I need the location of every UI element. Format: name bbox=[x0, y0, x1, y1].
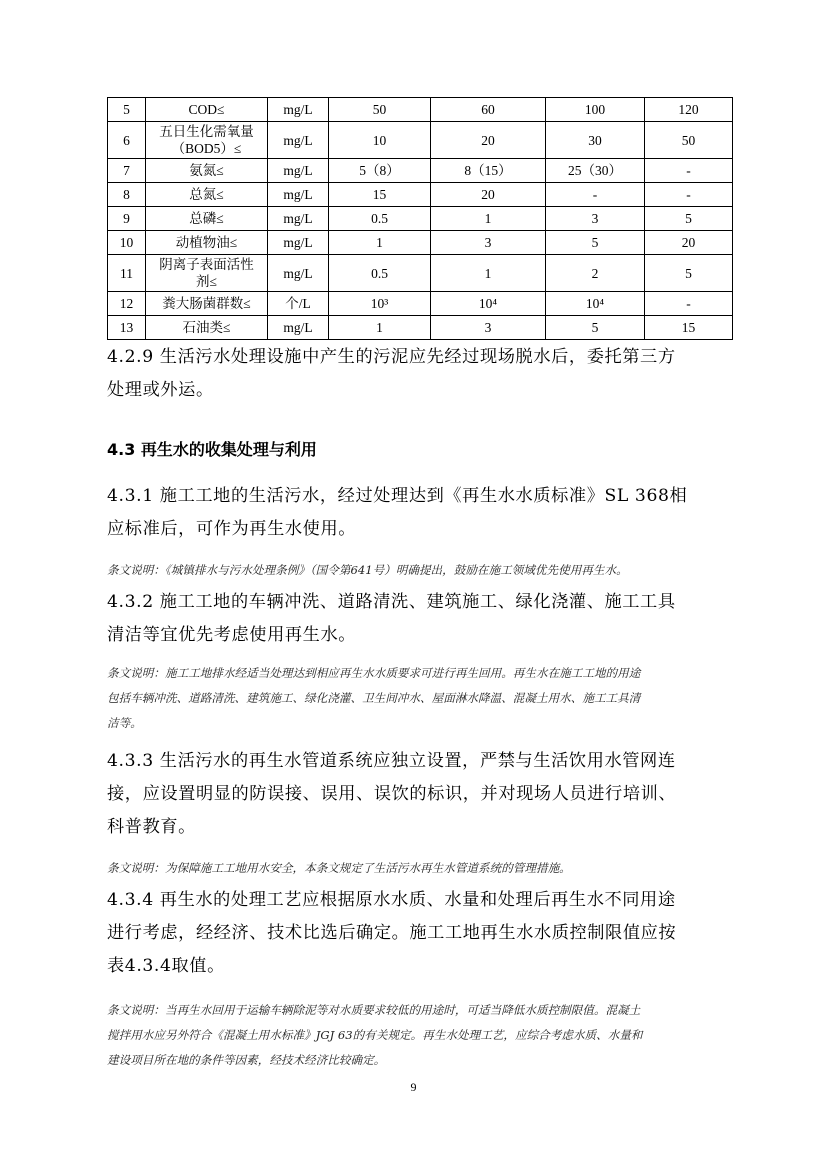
cell-v3: 10⁴ bbox=[546, 292, 645, 316]
water-quality-table bbox=[107, 97, 732, 340]
note-line: 包括车辆冲洗、道路清洗、建筑施工、绿化浇灌、卫生间冲水、屋面淋水降温、混凝土用水、施工工具清 bbox=[107, 691, 641, 705]
page-number: 9 bbox=[410, 1080, 417, 1094]
note-line: 条文说明：施工工地排水经适当处理达到相应再生水水质要求可进行再生回用。再生水在施工工地的用途 bbox=[107, 666, 641, 680]
note-line: 条文说明：为保障施工工地用水安全，本条文规定了生活污水再生水管道系统的管理措施。 bbox=[107, 861, 571, 875]
cell-unit: mg/L bbox=[268, 231, 329, 255]
cell-item: 氨氮≤ bbox=[146, 159, 268, 183]
cell-v4: 5 bbox=[645, 255, 733, 292]
cell-v3: 5 bbox=[546, 231, 645, 255]
cell-v3: 100 bbox=[546, 98, 645, 122]
cell-unit: 个/L bbox=[268, 292, 329, 316]
table-row bbox=[108, 255, 733, 292]
table-row bbox=[108, 183, 733, 207]
cell-item bbox=[146, 122, 268, 159]
clause-4-3-1 bbox=[107, 480, 729, 546]
cell-v2: 1 bbox=[431, 207, 546, 231]
cell-v3: 30 bbox=[546, 122, 645, 159]
cell-item: COD≤ bbox=[146, 98, 268, 122]
text-line: 4.2.9 生活污水处理设施中产生的污泥应先经过现场脱水后，委托第三方 bbox=[107, 347, 676, 367]
text-line: 接，应设置明显的防误接、误用、误饮的标识，并对现场人员进行培训、 bbox=[107, 784, 677, 804]
cell-item: 总磷≤ bbox=[146, 207, 268, 231]
clause-note bbox=[107, 998, 732, 1073]
cell-v4: 50 bbox=[645, 122, 733, 159]
cell-v3: 25（30） bbox=[546, 159, 645, 183]
text-line: 进行考虑，经经济、技术比选后确定。施工工地再生水水质控制限值应按 bbox=[107, 923, 677, 943]
table-row bbox=[108, 292, 733, 316]
cell-v1: 15 bbox=[329, 183, 431, 207]
text-line: 4.3.2 施工工地的车辆冲洗、道路清洗、建筑施工、绿化浇灌、施工工具 bbox=[107, 592, 676, 612]
clause-4-3-2 bbox=[107, 586, 729, 652]
cell-v1: 5（8） bbox=[329, 159, 431, 183]
cell-item: 动植物油≤ bbox=[146, 231, 268, 255]
cell-unit: mg/L bbox=[268, 255, 329, 292]
cell-v2: 20 bbox=[431, 183, 546, 207]
text-line: 4.3.4 再生水的处理工艺应根据原水水质、水量和处理后再生水不同用途 bbox=[107, 890, 676, 910]
item-line: 五日生化需氧量 bbox=[159, 124, 254, 139]
cell-no: 5 bbox=[108, 98, 146, 122]
cell-v4: 20 bbox=[645, 231, 733, 255]
cell-unit: mg/L bbox=[268, 122, 329, 159]
note-line: 条文说明：《城镇排水与污水处理条例》（国令第641号）明确提出，鼓励在施工领域优先使用再生水。 bbox=[107, 563, 628, 577]
cell-v2: 60 bbox=[431, 98, 546, 122]
cell-v4: - bbox=[645, 292, 733, 316]
clause-note bbox=[107, 661, 732, 736]
text-line: 处理或外运。 bbox=[107, 380, 214, 400]
table-row bbox=[108, 316, 733, 340]
item-line: 剂≤ bbox=[196, 274, 217, 289]
section-heading: 4.3 再生水的收集处理与利用 bbox=[107, 440, 317, 459]
cell-v2: 10⁴ bbox=[431, 292, 546, 316]
note-line: 搅拌用水应另外符合《混凝土用水标准》JGJ 63的有关规定。再生水处理工艺，应综合考虑水质、水量和 bbox=[107, 1028, 643, 1042]
cell-unit: mg/L bbox=[268, 159, 329, 183]
cell-item: 总氮≤ bbox=[146, 183, 268, 207]
cell-v1: 1 bbox=[329, 316, 431, 340]
cell-v1: 0.5 bbox=[329, 255, 431, 292]
cell-v3: 2 bbox=[546, 255, 645, 292]
clause-4-2-9 bbox=[107, 341, 729, 407]
note-line: 条文说明：当再生水回用于运输车辆除泥等对水质要求较低的用途时，可适当降低水质控制限值。混凝土 bbox=[107, 1003, 641, 1017]
item-line: （BOD5）≤ bbox=[171, 141, 242, 156]
cell-no: 8 bbox=[108, 183, 146, 207]
cell-v3: 3 bbox=[546, 207, 645, 231]
item-line: 阴离子表面活性 bbox=[159, 257, 254, 272]
cell-v1: 1 bbox=[329, 231, 431, 255]
cell-item: 粪大肠菌群数≤ bbox=[146, 292, 268, 316]
cell-unit: mg/L bbox=[268, 207, 329, 231]
cell-v2: 20 bbox=[431, 122, 546, 159]
cell-no: 6 bbox=[108, 122, 146, 159]
text-line: 4.3.1 施工工地的生活污水，经过处理达到《再生水水质标准》SL 368相 bbox=[107, 486, 688, 506]
cell-no: 13 bbox=[108, 316, 146, 340]
cell-v2: 3 bbox=[431, 316, 546, 340]
cell-v2: 8（15） bbox=[431, 159, 546, 183]
table-row bbox=[108, 122, 733, 159]
cell-no: 9 bbox=[108, 207, 146, 231]
text-line: 清洁等宜优先考虑使用再生水。 bbox=[107, 625, 357, 645]
cell-unit: mg/L bbox=[268, 98, 329, 122]
cell-v4: 15 bbox=[645, 316, 733, 340]
cell-v3: 5 bbox=[546, 316, 645, 340]
cell-v2: 1 bbox=[431, 255, 546, 292]
table-row bbox=[108, 159, 733, 183]
cell-v4: 5 bbox=[645, 207, 733, 231]
cell-v4: - bbox=[645, 183, 733, 207]
note-line: 洁等。 bbox=[107, 716, 142, 730]
clause-4-3-3 bbox=[107, 745, 729, 844]
text-line: 科普教育。 bbox=[107, 817, 196, 837]
cell-v3: - bbox=[546, 183, 645, 207]
table-row bbox=[108, 231, 733, 255]
cell-no: 10 bbox=[108, 231, 146, 255]
text-line: 4.3.3 生活污水的再生水管道系统应独立设置，严禁与生活饮用水管网连 bbox=[107, 751, 676, 771]
cell-no: 7 bbox=[108, 159, 146, 183]
cell-v4: - bbox=[645, 159, 733, 183]
cell-unit: mg/L bbox=[268, 316, 329, 340]
cell-v2: 3 bbox=[431, 231, 546, 255]
cell-unit: mg/L bbox=[268, 183, 329, 207]
cell-v1: 10³ bbox=[329, 292, 431, 316]
clause-note bbox=[107, 558, 732, 583]
cell-v1: 50 bbox=[329, 98, 431, 122]
clause-note bbox=[107, 856, 732, 881]
text-line: 应标准后，可作为再生水使用。 bbox=[107, 519, 357, 539]
cell-v4: 120 bbox=[645, 98, 733, 122]
cell-item bbox=[146, 255, 268, 292]
table-row bbox=[108, 207, 733, 231]
cell-no: 12 bbox=[108, 292, 146, 316]
cell-v1: 0.5 bbox=[329, 207, 431, 231]
note-line: 建设项目所在地的条件等因素，经技术经济比较确定。 bbox=[107, 1053, 386, 1067]
cell-no: 11 bbox=[108, 255, 146, 292]
cell-v1: 10 bbox=[329, 122, 431, 159]
table-row bbox=[108, 98, 733, 122]
cell-item: 石油类≤ bbox=[146, 316, 268, 340]
clause-4-3-4 bbox=[107, 884, 729, 983]
text-line: 表4.3.4取值。 bbox=[107, 956, 225, 976]
water-quality-limits-table bbox=[107, 97, 733, 340]
